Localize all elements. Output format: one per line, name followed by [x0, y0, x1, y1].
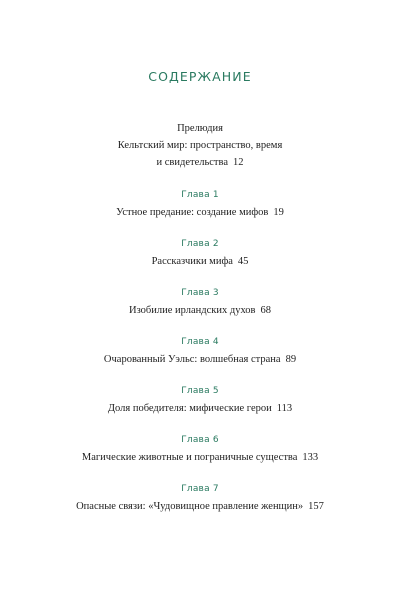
toc-entry-chapter-4[interactable] [0, 335, 400, 367]
chapter-title: Изобилие ирландских духов [128, 305, 256, 316]
chapter-title: Устное предание: создание мифов [116, 207, 269, 218]
prelude-title-line-2-text: и свидетельства [156, 157, 228, 168]
chapter-page-number: 68 [260, 305, 272, 316]
prelude-page-number: 12 [233, 157, 244, 168]
chapter-title-line [0, 500, 400, 514]
chapter-label: Глава 1 [181, 190, 219, 200]
chapter-title: Очарованный Уэльс: волшебная страна [103, 354, 281, 365]
chapter-title-line [0, 451, 400, 465]
chapter-title-line [0, 206, 400, 220]
chapter-page-number: 113 [276, 403, 293, 414]
chapter-title-line [0, 255, 400, 269]
chapter-page-number: 89 [285, 354, 297, 365]
chapter-title-line [0, 304, 400, 318]
chapter-label: Глава 2 [181, 239, 219, 249]
toc-entry-chapter-1[interactable] [0, 188, 400, 220]
chapter-page-number: 133 [302, 452, 319, 463]
chapter-label: Глава 5 [181, 386, 219, 396]
toc-entry-chapter-7[interactable] [0, 482, 400, 514]
prelude-label: Прелюдия [177, 123, 223, 134]
toc-entry-chapter-3[interactable] [0, 286, 400, 318]
chapter-title: Магические животные и пограничные существа [81, 452, 298, 463]
chapter-title-line [0, 402, 400, 416]
toc-entries [0, 120, 400, 514]
chapter-label: Глава 7 [181, 484, 219, 494]
toc-heading: СОДЕРЖАНИЕ [148, 69, 252, 84]
chapter-title-line [0, 353, 400, 367]
toc-entry-chapter-2[interactable] [0, 237, 400, 269]
chapter-title: Доля победителя: мифические герои [107, 403, 272, 414]
chapter-label: Глава 3 [181, 288, 219, 298]
toc-entry-chapter-5[interactable] [0, 384, 400, 416]
chapter-title: Рассказчики мифа [151, 256, 233, 267]
chapter-page-number: 45 [237, 256, 249, 267]
prelude-title-line-2 [0, 154, 400, 171]
chapter-label: Глава 6 [181, 435, 219, 445]
chapter-label: Глава 4 [181, 337, 219, 347]
chapter-title: Опасные связи: «Чудовищное правление женщин» [76, 501, 304, 512]
chapter-page-number: 19 [273, 207, 284, 218]
chapter-page-number: 157 [308, 501, 324, 512]
prelude-title-line-1: Кельтский мир: пространство, время [117, 140, 283, 151]
toc-entry-prelude[interactable] [0, 120, 400, 171]
toc-entry-chapter-6[interactable] [0, 433, 400, 465]
